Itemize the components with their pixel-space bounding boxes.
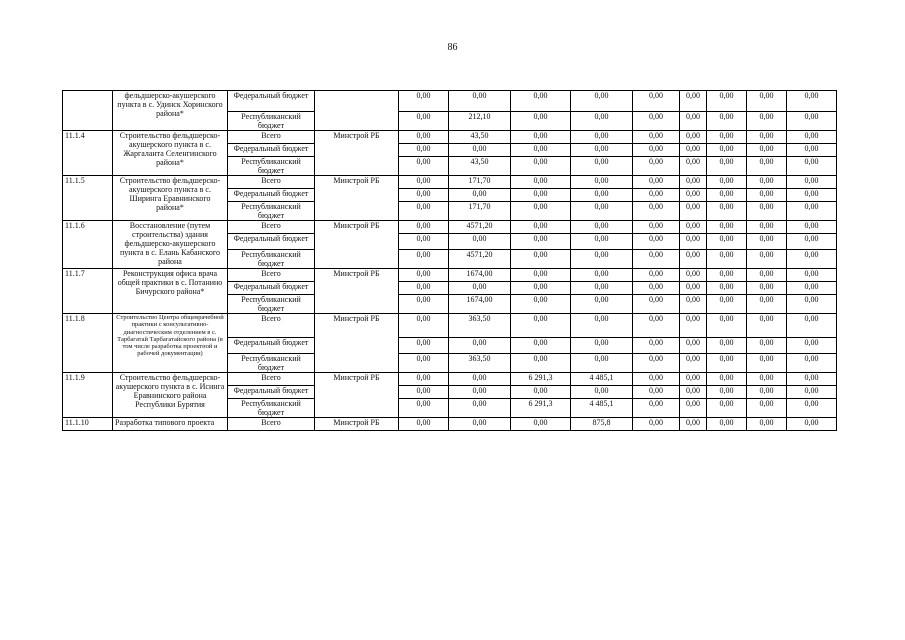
item-name: Реконструкция офиса врача общей практики в с. Потанино Бичурского района*	[113, 269, 228, 314]
amount-cell: 0,00	[707, 176, 747, 189]
amount-cell: 0,00	[707, 189, 747, 202]
amount-cell: 0,00	[449, 282, 511, 295]
amount-cell: 0,00	[511, 189, 571, 202]
amount-cell: 0,00	[747, 399, 787, 418]
amount-cell: 0,00	[787, 295, 837, 314]
amount-cell: 0,00	[399, 189, 449, 202]
amount-cell: 0,00	[707, 91, 747, 112]
amount-cell: 0,00	[511, 131, 571, 144]
amount-cell: 0,00	[571, 176, 633, 189]
amount-cell: 0,00	[633, 314, 680, 338]
amount-cell: 0,00	[707, 221, 747, 234]
amount-cell: 0,00	[633, 157, 680, 176]
executor	[315, 91, 399, 131]
item-code: 11.1.7	[63, 269, 113, 314]
amount-cell: 0,00	[747, 221, 787, 234]
amount-cell: 4 485,1	[571, 373, 633, 386]
amount-cell: 0,00	[787, 373, 837, 386]
funding-source: Республиканский бюджет	[228, 295, 315, 314]
amount-cell: 0,00	[787, 202, 837, 221]
amount-cell: 0,00	[680, 418, 707, 431]
amount-cell: 0,00	[633, 338, 680, 354]
amount-cell: 0,00	[707, 144, 747, 157]
table-row	[63, 373, 837, 386]
amount-cell: 0,00	[707, 295, 747, 314]
executor: Минстрой РБ	[315, 131, 399, 176]
amount-cell: 0,00	[571, 295, 633, 314]
executor: Минстрой РБ	[315, 221, 399, 269]
funding-source: Республиканский бюджет	[228, 250, 315, 269]
amount-cell: 0,00	[707, 386, 747, 399]
amount-cell: 0,00	[511, 386, 571, 399]
amount-cell: 171,70	[449, 202, 511, 221]
amount-cell: 0,00	[633, 399, 680, 418]
funding-source: Всего	[228, 131, 315, 144]
amount-cell: 0,00	[787, 269, 837, 282]
amount-cell: 0,00	[511, 314, 571, 338]
amount-cell: 0,00	[747, 91, 787, 112]
amount-cell: 43,50	[449, 157, 511, 176]
amount-cell: 43,50	[449, 131, 511, 144]
amount-cell: 0,00	[633, 282, 680, 295]
amount-cell: 0,00	[787, 418, 837, 431]
amount-cell: 875,8	[571, 418, 633, 431]
table-row	[63, 131, 837, 144]
amount-cell: 0,00	[747, 144, 787, 157]
amount-cell: 0,00	[787, 91, 837, 112]
amount-cell: 0,00	[449, 234, 511, 250]
amount-cell: 0,00	[680, 202, 707, 221]
amount-cell: 0,00	[633, 234, 680, 250]
funding-source: Федеральный бюджет	[228, 144, 315, 157]
amount-cell: 0,00	[680, 250, 707, 269]
amount-cell: 0,00	[680, 176, 707, 189]
amount-cell: 0,00	[511, 338, 571, 354]
amount-cell: 0,00	[399, 354, 449, 373]
item-code: 11.1.9	[63, 373, 113, 418]
item-name: Строительство Центра общеврачебной практики с консультативно-диагностическим отделением в с. Тарбагатай Тарбагатайского района (в том числе разработка проектной и рабочей документации)	[113, 314, 228, 373]
item-code: 11.1.6	[63, 221, 113, 269]
amount-cell: 0,00	[449, 386, 511, 399]
amount-cell: 0,00	[747, 354, 787, 373]
amount-cell: 0,00	[399, 295, 449, 314]
amount-cell: 0,00	[511, 202, 571, 221]
amount-cell: 0,00	[511, 295, 571, 314]
amount-cell: 0,00	[511, 418, 571, 431]
amount-cell: 0,00	[747, 234, 787, 250]
amount-cell: 0,00	[747, 176, 787, 189]
funding-source: Республиканский бюджет	[228, 202, 315, 221]
amount-cell: 0,00	[571, 338, 633, 354]
amount-cell: 1674,00	[449, 295, 511, 314]
amount-cell: 0,00	[399, 176, 449, 189]
amount-cell: 0,00	[399, 112, 449, 131]
amount-cell: 0,00	[399, 269, 449, 282]
item-name: Строительство фельдшерско-акушерского пункта в с. Жаргаланта Селенгинского района*	[113, 131, 228, 176]
funding-source: Всего	[228, 221, 315, 234]
amount-cell: 0,00	[680, 399, 707, 418]
amount-cell: 0,00	[633, 189, 680, 202]
amount-cell: 0,00	[680, 269, 707, 282]
amount-cell: 0,00	[449, 373, 511, 386]
amount-cell: 0,00	[707, 202, 747, 221]
amount-cell: 0,00	[571, 234, 633, 250]
executor: Минстрой РБ	[315, 176, 399, 221]
funding-source: Федеральный бюджет	[228, 282, 315, 295]
item-code: 11.1.10	[63, 418, 113, 431]
amount-cell: 0,00	[511, 176, 571, 189]
item-code	[63, 91, 113, 131]
amount-cell: 0,00	[399, 338, 449, 354]
amount-cell: 0,00	[680, 338, 707, 354]
amount-cell: 0,00	[707, 234, 747, 250]
amount-cell: 0,00	[449, 144, 511, 157]
amount-cell: 0,00	[633, 269, 680, 282]
table-row	[63, 91, 837, 112]
amount-cell: 0,00	[787, 221, 837, 234]
amount-cell: 0,00	[747, 295, 787, 314]
amount-cell: 0,00	[787, 189, 837, 202]
amount-cell: 0,00	[707, 282, 747, 295]
amount-cell: 0,00	[399, 221, 449, 234]
amount-cell: 0,00	[680, 189, 707, 202]
table-body	[63, 91, 837, 431]
amount-cell: 0,00	[571, 221, 633, 234]
executor: Минстрой РБ	[315, 314, 399, 373]
amount-cell: 0,00	[633, 202, 680, 221]
amount-cell: 0,00	[633, 373, 680, 386]
amount-cell: 0,00	[707, 112, 747, 131]
amount-cell: 0,00	[399, 399, 449, 418]
amount-cell: 0,00	[787, 112, 837, 131]
amount-cell: 0,00	[399, 314, 449, 338]
amount-cell: 0,00	[787, 314, 837, 338]
amount-cell: 0,00	[747, 338, 787, 354]
amount-cell: 0,00	[680, 314, 707, 338]
amount-cell: 0,00	[571, 314, 633, 338]
amount-cell: 0,00	[633, 91, 680, 112]
item-name: Строительство фельдшерско-акушерского пункта в с. Ширинга Еравнинского района*	[113, 176, 228, 221]
amount-cell: 0,00	[680, 295, 707, 314]
item-name: Восстановление (путем строительства) здания фельдшерско-акушерского пункта в с. Елань Кабанского района	[113, 221, 228, 269]
table-row	[63, 221, 837, 234]
amount-cell: 0,00	[680, 112, 707, 131]
funding-source: Всего	[228, 418, 315, 431]
amount-cell: 0,00	[511, 144, 571, 157]
amount-cell: 0,00	[633, 418, 680, 431]
amount-cell: 0,00	[571, 386, 633, 399]
executor: Минстрой РБ	[315, 269, 399, 314]
funding-source: Всего	[228, 373, 315, 386]
amount-cell: 0,00	[633, 295, 680, 314]
amount-cell: 0,00	[399, 131, 449, 144]
amount-cell: 0,00	[633, 386, 680, 399]
item-code: 11.1.4	[63, 131, 113, 176]
table-row	[63, 176, 837, 189]
amount-cell: 212,10	[449, 112, 511, 131]
amount-cell: 1674,00	[449, 269, 511, 282]
amount-cell: 0,00	[707, 399, 747, 418]
amount-cell: 0,00	[707, 250, 747, 269]
funding-source: Федеральный бюджет	[228, 234, 315, 250]
amount-cell: 0,00	[571, 157, 633, 176]
amount-cell: 0,00	[787, 386, 837, 399]
amount-cell: 0,00	[707, 157, 747, 176]
amount-cell: 0,00	[787, 399, 837, 418]
amount-cell: 0,00	[680, 282, 707, 295]
amount-cell: 0,00	[747, 386, 787, 399]
amount-cell: 0,00	[399, 157, 449, 176]
amount-cell: 0,00	[747, 373, 787, 386]
amount-cell: 0,00	[787, 250, 837, 269]
amount-cell: 0,00	[399, 418, 449, 431]
amount-cell: 0,00	[571, 144, 633, 157]
amount-cell: 0,00	[707, 269, 747, 282]
amount-cell: 0,00	[707, 338, 747, 354]
funding-source: Федеральный бюджет	[228, 91, 315, 112]
amount-cell: 0,00	[399, 282, 449, 295]
amount-cell: 0,00	[511, 269, 571, 282]
amount-cell: 0,00	[571, 202, 633, 221]
amount-cell: 0,00	[571, 189, 633, 202]
amount-cell: 0,00	[747, 269, 787, 282]
item-name: фельдшерско-акушерского пункта в с. Удинск Хоринского района*	[113, 91, 228, 131]
amount-cell: 0,00	[707, 373, 747, 386]
amount-cell: 0,00	[633, 131, 680, 144]
amount-cell: 0,00	[399, 91, 449, 112]
amount-cell: 0,00	[511, 282, 571, 295]
amount-cell: 0,00	[633, 354, 680, 373]
funding-source: Республиканский бюджет	[228, 157, 315, 176]
amount-cell: 0,00	[787, 157, 837, 176]
amount-cell: 363,50	[449, 354, 511, 373]
amount-cell: 0,00	[449, 189, 511, 202]
amount-cell: 0,00	[787, 282, 837, 295]
executor: Минстрой РБ	[315, 373, 399, 418]
amount-cell: 0,00	[633, 144, 680, 157]
funding-source: Республиканский бюджет	[228, 399, 315, 418]
amount-cell: 0,00	[511, 91, 571, 112]
amount-cell: 0,00	[399, 234, 449, 250]
amount-cell: 0,00	[680, 221, 707, 234]
amount-cell: 0,00	[747, 189, 787, 202]
amount-cell: 0,00	[680, 234, 707, 250]
amount-cell: 0,00	[571, 250, 633, 269]
funding-source: Республиканский бюджет	[228, 354, 315, 373]
budget-table	[62, 90, 837, 431]
amount-cell: 0,00	[511, 354, 571, 373]
funding-source: Федеральный бюджет	[228, 386, 315, 399]
funding-source: Федеральный бюджет	[228, 338, 315, 354]
amount-cell: 0,00	[511, 157, 571, 176]
amount-cell: 0,00	[399, 386, 449, 399]
amount-cell: 4571,20	[449, 250, 511, 269]
amount-cell: 0,00	[680, 91, 707, 112]
funding-source: Федеральный бюджет	[228, 189, 315, 202]
amount-cell: 0,00	[707, 314, 747, 338]
amount-cell: 0,00	[633, 221, 680, 234]
executor: Минстрой РБ	[315, 418, 399, 431]
amount-cell: 0,00	[747, 418, 787, 431]
table-row	[63, 314, 837, 338]
funding-source: Республиканский бюджет	[228, 112, 315, 131]
amount-cell: 171,70	[449, 176, 511, 189]
amount-cell: 0,00	[707, 418, 747, 431]
amount-cell: 0,00	[680, 386, 707, 399]
amount-cell: 0,00	[787, 338, 837, 354]
amount-cell: 0,00	[571, 269, 633, 282]
amount-cell: 0,00	[787, 354, 837, 373]
amount-cell: 0,00	[680, 157, 707, 176]
amount-cell: 0,00	[511, 112, 571, 131]
amount-cell: 0,00	[511, 221, 571, 234]
amount-cell: 0,00	[633, 176, 680, 189]
item-code: 11.1.5	[63, 176, 113, 221]
item-name: Разработка типового проекта	[113, 418, 228, 431]
page-number: 86	[447, 42, 458, 53]
amount-cell: 0,00	[707, 131, 747, 144]
amount-cell: 0,00	[633, 250, 680, 269]
amount-cell: 0,00	[747, 202, 787, 221]
amount-cell: 0,00	[449, 338, 511, 354]
amount-cell: 0,00	[399, 144, 449, 157]
amount-cell: 0,00	[787, 176, 837, 189]
amount-cell: 0,00	[571, 112, 633, 131]
amount-cell: 0,00	[680, 131, 707, 144]
amount-cell: 0,00	[449, 418, 511, 431]
amount-cell: 0,00	[511, 234, 571, 250]
amount-cell: 6 291,3	[511, 373, 571, 386]
amount-cell: 0,00	[747, 314, 787, 338]
amount-cell: 4571,20	[449, 221, 511, 234]
amount-cell: 0,00	[571, 354, 633, 373]
amount-cell: 0,00	[747, 131, 787, 144]
item-code: 11.1.8	[63, 314, 113, 373]
amount-cell: 0,00	[449, 399, 511, 418]
amount-cell: 0,00	[511, 250, 571, 269]
amount-cell: 0,00	[747, 282, 787, 295]
amount-cell: 0,00	[399, 373, 449, 386]
amount-cell: 0,00	[571, 131, 633, 144]
funding-source: Всего	[228, 269, 315, 282]
amount-cell: 0,00	[449, 91, 511, 112]
amount-cell: 6 291,3	[511, 399, 571, 418]
item-name: Строительство фельдшерско-акушерского пункта в с. Исинга Еравнинского района Республики Бурятия	[113, 373, 228, 418]
amount-cell: 0,00	[787, 234, 837, 250]
amount-cell: 0,00	[747, 157, 787, 176]
amount-cell: 0,00	[571, 282, 633, 295]
amount-cell: 0,00	[787, 131, 837, 144]
amount-cell: 0,00	[707, 354, 747, 373]
amount-cell: 0,00	[680, 354, 707, 373]
amount-cell: 363,50	[449, 314, 511, 338]
amount-cell: 0,00	[680, 144, 707, 157]
amount-cell: 0,00	[571, 91, 633, 112]
amount-cell: 0,00	[399, 202, 449, 221]
table-row	[63, 418, 837, 431]
amount-cell: 0,00	[747, 112, 787, 131]
amount-cell: 0,00	[787, 144, 837, 157]
funding-source: Всего	[228, 314, 315, 338]
amount-cell: 0,00	[633, 112, 680, 131]
amount-cell: 4 485,1	[571, 399, 633, 418]
table-row	[63, 269, 837, 282]
amount-cell: 0,00	[399, 250, 449, 269]
funding-source: Всего	[228, 176, 315, 189]
amount-cell: 0,00	[680, 373, 707, 386]
amount-cell: 0,00	[747, 250, 787, 269]
